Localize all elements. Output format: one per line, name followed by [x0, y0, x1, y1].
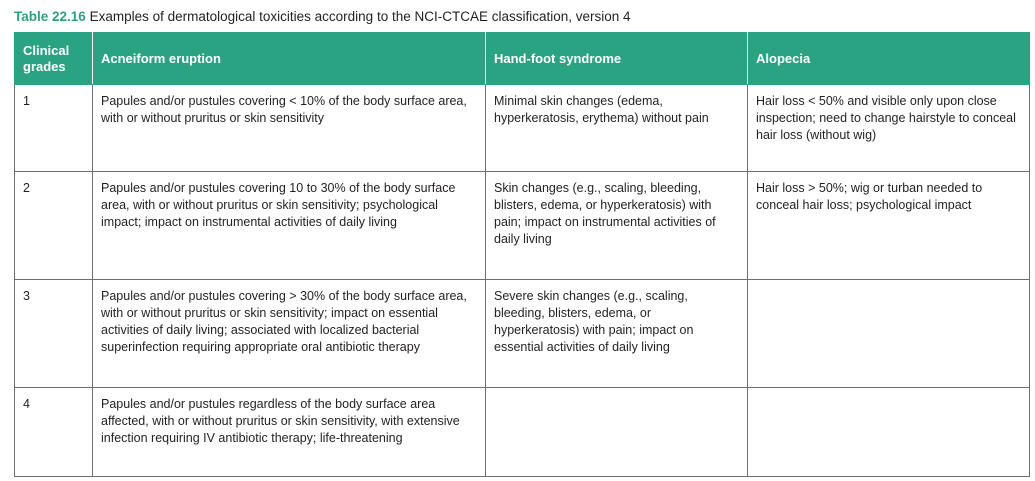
acneiform-cell: Papules and/or pustules regardless of the body surface area affected, with or without pruritus or skin sensitivity, with extensive infection requiring IV antibiotic therapy; life-threatening: [93, 388, 486, 477]
hand-foot-cell: Severe skin changes (e.g., scaling, bleeding, blisters, edema, or hyperkeratosis) with pain; impact on essential activities of daily living: [486, 280, 748, 388]
table-row: [15, 388, 1030, 477]
grade-cell: 1: [15, 85, 93, 172]
acneiform-cell: Papules and/or pustules covering > 30% of the body surface area, with or without pruritus or skin sensitivity; impact on essential activities of daily living; associated with localized bacterial superinfection requiring appropriate oral antibiotic therapy: [93, 280, 486, 388]
hand-foot-cell: Minimal skin changes (edema, hyperkeratosis, erythema) without pain: [486, 85, 748, 172]
alopecia-cell: [748, 280, 1030, 388]
header-clinical-grades: Clinical grades: [15, 33, 93, 85]
table-row: [15, 280, 1030, 388]
table-caption: [14, 8, 631, 26]
toxicity-table: [14, 32, 1030, 477]
header-row: [15, 33, 1030, 85]
header-acneiform-eruption: Acneiform eruption: [93, 33, 486, 85]
table-row: [15, 172, 1030, 280]
grade-cell: 2: [15, 172, 93, 280]
alopecia-cell: [748, 388, 1030, 477]
table-title: Examples of dermatological toxicities according to the NCI-CTCAE classification, version 4: [89, 9, 631, 24]
table-number: Table 22.16: [14, 9, 86, 24]
grade-cell: 4: [15, 388, 93, 477]
alopecia-cell: Hair loss < 50% and visible only upon close inspection; need to change hairstyle to conceal hair loss (without wig): [748, 85, 1030, 172]
acneiform-cell: Papules and/or pustules covering 10 to 30% of the body surface area, with or without pruritus or skin sensitivity; psychological impact; impact on instrumental activities of daily living: [93, 172, 486, 280]
acneiform-cell: Papules and/or pustules covering < 10% of the body surface area, with or without pruritus or skin sensitivity: [93, 85, 486, 172]
header-alopecia: Alopecia: [748, 33, 1030, 85]
grade-cell: 3: [15, 280, 93, 388]
hand-foot-cell: Skin changes (e.g., scaling, bleeding, blisters, edema, or hyperkeratosis) with pain; impact on instrumental activities of daily living: [486, 172, 748, 280]
header-hand-foot-syndrome: Hand-foot syndrome: [486, 33, 748, 85]
alopecia-cell: Hair loss > 50%; wig or turban needed to conceal hair loss; psychological impact: [748, 172, 1030, 280]
table-row: [15, 85, 1030, 172]
hand-foot-cell: [486, 388, 748, 477]
